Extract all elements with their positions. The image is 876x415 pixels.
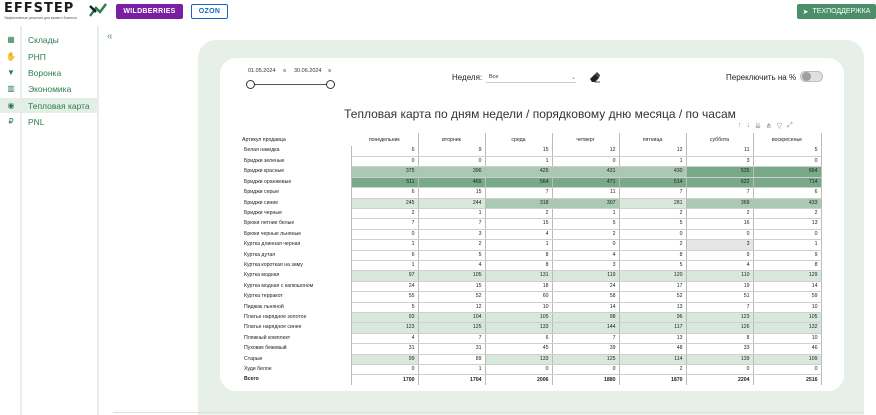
- total-row[interactable]: [242, 375, 821, 385]
- heat-cell[interactable]: 5: [418, 250, 485, 260]
- sidebar-item-label: Склады: [28, 34, 59, 45]
- heat-cell[interactable]: 664: [753, 167, 821, 177]
- heat-cell[interactable]: 7: [686, 302, 753, 312]
- heat-cell[interactable]: 0: [753, 229, 821, 239]
- heat-cell[interactable]: 0: [552, 365, 619, 375]
- column-header[interactable]: суббота: [686, 133, 753, 146]
- heat-cell[interactable]: 144: [552, 323, 619, 333]
- heat-cell[interactable]: 535: [686, 167, 753, 177]
- week-select[interactable]: [486, 72, 576, 83]
- heat-cell[interactable]: 0: [485, 365, 552, 375]
- heat-cell[interactable]: 0: [686, 229, 753, 239]
- heat-cell[interactable]: 0: [418, 156, 485, 166]
- heat-cell[interactable]: 1: [351, 260, 418, 270]
- logo-mark-icon: [88, 2, 108, 18]
- column-header[interactable]: четверг: [552, 133, 619, 146]
- heat-cell[interactable]: 114: [619, 354, 686, 364]
- heat-cell[interactable]: 7: [686, 188, 753, 198]
- heat-cell[interactable]: 96: [619, 312, 686, 322]
- heat-cell[interactable]: 2: [418, 240, 485, 250]
- row-label: Куртка длинная черная: [242, 240, 351, 250]
- sidebar-item-heatmap[interactable]: [0, 98, 97, 113]
- double-arrow-down-icon[interactable]: ⇊: [755, 123, 761, 130]
- heat-cell[interactable]: 105: [418, 271, 485, 281]
- percent-toggle-label: Переключить на %: [726, 73, 797, 82]
- heat-cell[interactable]: 1: [351, 240, 418, 250]
- expand-hierarchy-icon[interactable]: ⋔: [765, 123, 772, 130]
- table-row[interactable]: [242, 167, 821, 177]
- heat-cell[interactable]: 13: [619, 302, 686, 312]
- heat-cell[interactable]: 1880: [552, 375, 619, 385]
- row-label: Бриджи оранжевые: [242, 177, 351, 187]
- heat-cell[interactable]: 5: [619, 260, 686, 270]
- heat-cell[interactable]: 4: [485, 229, 552, 239]
- heat-cell[interactable]: 131: [485, 271, 552, 281]
- heat-cell[interactable]: 119: [552, 271, 619, 281]
- heat-cell[interactable]: 7: [418, 333, 485, 343]
- filter-icon[interactable]: ▽: [776, 123, 783, 130]
- heat-cell[interactable]: 6: [485, 333, 552, 343]
- heat-cell[interactable]: 16: [686, 219, 753, 229]
- heat-cell[interactable]: 125: [418, 323, 485, 333]
- heat-cell[interactable]: 2: [753, 208, 821, 218]
- table-row[interactable]: [242, 312, 821, 322]
- heat-cell[interactable]: 5: [552, 219, 619, 229]
- heat-cell[interactable]: 46: [753, 344, 821, 354]
- heat-cell[interactable]: 1: [418, 208, 485, 218]
- heat-cell[interactable]: 98: [552, 312, 619, 322]
- sidebar-item-rnp[interactable]: [0, 49, 97, 64]
- row-label: Бриджи серые: [242, 188, 351, 198]
- heat-cell[interactable]: 33: [686, 344, 753, 354]
- arrow-down-icon[interactable]: ↓: [746, 122, 750, 129]
- heat-cell[interactable]: 396: [418, 167, 485, 177]
- table-row[interactable]: [242, 292, 821, 302]
- heat-cell[interactable]: 1870: [619, 375, 686, 385]
- table-row[interactable]: [242, 271, 821, 281]
- table-row[interactable]: [242, 323, 821, 333]
- row-label: Брюки черные льняные: [242, 229, 351, 239]
- heat-cell[interactable]: 13: [619, 333, 686, 343]
- heat-cell[interactable]: 18: [485, 281, 552, 291]
- heat-cell[interactable]: 2204: [686, 375, 753, 385]
- heat-cell[interactable]: 0: [351, 229, 418, 239]
- sidebar-item-label: Экономика: [28, 83, 72, 94]
- heat-cell[interactable]: 1: [619, 156, 686, 166]
- heat-cell[interactable]: 24: [552, 281, 619, 291]
- warehouse-icon: ▦: [7, 35, 15, 44]
- heat-cell[interactable]: 318: [485, 198, 552, 208]
- table-row[interactable]: [242, 260, 821, 270]
- heat-cell[interactable]: 1: [485, 240, 552, 250]
- heat-cell[interactable]: 55: [351, 292, 418, 302]
- heat-cell[interactable]: 4: [418, 260, 485, 270]
- collapse-sidebar-button[interactable]: «: [107, 31, 113, 42]
- row-label: Бриджи зеленые: [242, 156, 351, 166]
- heat-cell[interactable]: 1: [418, 365, 485, 375]
- heat-cell[interactable]: 307: [552, 198, 619, 208]
- logo-tagline: Эффективные решения для вашего бизнеса: [4, 16, 77, 20]
- heat-cell[interactable]: 244: [418, 198, 485, 208]
- heat-cell[interactable]: 45: [485, 344, 552, 354]
- heat-cell[interactable]: 564: [485, 177, 552, 187]
- column-header[interactable]: среда: [485, 133, 552, 146]
- heat-cell[interactable]: 89: [418, 354, 485, 364]
- heat-cell[interactable]: 5: [753, 146, 821, 156]
- table-row[interactable]: [242, 333, 821, 343]
- heat-cell[interactable]: 9: [686, 250, 753, 260]
- ruble-icon: ₽: [8, 117, 14, 126]
- heat-cell[interactable]: 6: [351, 250, 418, 260]
- heat-cell[interactable]: 3: [686, 156, 753, 166]
- heat-cell[interactable]: 12: [619, 146, 686, 156]
- date-slider-start-handle[interactable]: [246, 80, 255, 89]
- heat-cell[interactable]: 129: [753, 271, 821, 281]
- heat-cell[interactable]: 9: [753, 250, 821, 260]
- heat-cell[interactable]: 281: [619, 198, 686, 208]
- table-row[interactable]: [242, 156, 821, 166]
- heat-cell[interactable]: 469: [418, 177, 485, 187]
- date-from-input[interactable]: 01.05.2024: [248, 68, 276, 74]
- row-label: Бриджи синие: [242, 198, 351, 208]
- heat-cell[interactable]: 104: [418, 312, 485, 322]
- table-row[interactable]: [242, 177, 821, 187]
- row-label: Пляжный комплект: [242, 333, 351, 343]
- heat-cell[interactable]: 12: [552, 146, 619, 156]
- heat-cell[interactable]: 8: [485, 260, 552, 270]
- heat-cell[interactable]: 7: [485, 188, 552, 198]
- column-header[interactable]: вторник: [418, 133, 485, 146]
- heat-cell[interactable]: 0: [351, 156, 418, 166]
- heat-cell[interactable]: 425: [485, 167, 552, 177]
- chevron-down-icon: ⌄: [570, 74, 576, 81]
- heat-cell[interactable]: 109: [753, 354, 821, 364]
- heat-cell[interactable]: 117: [619, 323, 686, 333]
- heat-cell[interactable]: 430: [619, 167, 686, 177]
- sidebar-item-label: РНП: [28, 51, 46, 62]
- heat-cell[interactable]: 245: [351, 198, 418, 208]
- hand-icon: ✋: [6, 52, 16, 61]
- heatmap-body: [242, 146, 821, 385]
- week-label: Неделя:: [452, 73, 483, 82]
- date-slider-end-handle[interactable]: [326, 80, 335, 89]
- heat-cell[interactable]: 3: [418, 229, 485, 239]
- heat-cell[interactable]: 31: [351, 344, 418, 354]
- heat-cell[interactable]: 0: [552, 240, 619, 250]
- row-label: Куртка терракот: [242, 292, 351, 302]
- heat-cell[interactable]: 5: [619, 219, 686, 229]
- heat-cell[interactable]: 2006: [485, 375, 552, 385]
- heat-cell[interactable]: 14: [552, 302, 619, 312]
- heat-cell[interactable]: 714: [753, 177, 821, 187]
- heat-cell[interactable]: 2516: [753, 375, 821, 385]
- heatmap-table: [242, 133, 822, 385]
- row-label: Куртка короткая на зиму: [242, 260, 351, 270]
- heat-cell[interactable]: 24: [351, 281, 418, 291]
- table-toolbar: [738, 122, 793, 130]
- row-label: Куртка дутая: [242, 250, 351, 260]
- table-row[interactable]: [242, 240, 821, 250]
- heat-cell[interactable]: 99: [351, 354, 418, 364]
- heat-cell[interactable]: 3: [686, 240, 753, 250]
- heat-cell[interactable]: 4: [686, 260, 753, 270]
- heat-cell[interactable]: 52: [418, 292, 485, 302]
- table-row[interactable]: [242, 302, 821, 312]
- heat-cell[interactable]: 8: [485, 250, 552, 260]
- heat-cell[interactable]: 58: [552, 292, 619, 302]
- row-label: Платье нарядное золотое: [242, 312, 351, 322]
- heat-cell[interactable]: 7: [619, 188, 686, 198]
- date-to-input[interactable]: 30.06.2024: [294, 68, 322, 74]
- heat-cell[interactable]: 13: [753, 219, 821, 229]
- heat-cell[interactable]: 19: [686, 281, 753, 291]
- heat-cell[interactable]: 6: [351, 188, 418, 198]
- heat-cell[interactable]: 15: [485, 219, 552, 229]
- heat-cell[interactable]: 132: [753, 323, 821, 333]
- heat-cell[interactable]: 11: [552, 188, 619, 198]
- heat-cell[interactable]: 0: [753, 156, 821, 166]
- support-button[interactable]: [797, 4, 876, 19]
- wildberries-button[interactable]: WILDBERRIES: [116, 4, 183, 19]
- table-row[interactable]: [242, 229, 821, 239]
- heat-cell[interactable]: 97: [351, 271, 418, 281]
- heat-cell[interactable]: 7: [418, 219, 485, 229]
- column-header[interactable]: Артикул продавца: [242, 136, 286, 143]
- funnel-icon: ▼: [7, 68, 15, 77]
- heat-cell[interactable]: 433: [753, 198, 821, 208]
- map-pin-icon: ◉: [7, 101, 15, 110]
- heat-cell[interactable]: 0: [619, 229, 686, 239]
- heat-cell[interactable]: 1: [485, 156, 552, 166]
- heat-cell[interactable]: 123: [351, 323, 418, 333]
- heat-cell[interactable]: 6: [351, 146, 418, 156]
- column-header[interactable]: воскресенье: [753, 133, 821, 146]
- column-header[interactable]: понедельник: [351, 133, 418, 146]
- heat-cell[interactable]: 2: [351, 208, 418, 218]
- table-row[interactable]: [242, 250, 821, 260]
- table-row[interactable]: [242, 365, 821, 375]
- heat-cell[interactable]: 5: [351, 302, 418, 312]
- heat-cell[interactable]: 126: [686, 323, 753, 333]
- heat-cell[interactable]: 8: [753, 260, 821, 270]
- row-label: Старые: [242, 354, 351, 364]
- sidebar-item-warehouses[interactable]: [0, 32, 97, 47]
- heat-cell[interactable]: 2: [686, 208, 753, 218]
- row-label: Пуховик бежевый: [242, 344, 351, 354]
- row-label: Бриджи красные: [242, 167, 351, 177]
- heat-cell[interactable]: 93: [351, 312, 418, 322]
- heat-cell[interactable]: 59: [753, 292, 821, 302]
- heat-cell[interactable]: 133: [485, 323, 552, 333]
- logo[interactable]: [4, 2, 106, 22]
- support-label: ТЕХПОДДЕРЖКА: [812, 8, 871, 15]
- table-row[interactable]: [242, 281, 821, 291]
- heat-cell[interactable]: 1: [552, 208, 619, 218]
- heat-cell[interactable]: 6: [753, 188, 821, 198]
- row-label: Бриджи черные: [242, 208, 351, 218]
- heat-cell[interactable]: 10: [753, 333, 821, 343]
- arrow-up-icon[interactable]: ↑: [738, 122, 742, 129]
- date-slider-track[interactable]: [250, 84, 330, 85]
- bank-icon: ▥: [7, 84, 15, 93]
- sidebar-item-economics[interactable]: [0, 81, 97, 96]
- table-row[interactable]: [242, 146, 821, 156]
- heat-cell[interactable]: 511: [351, 177, 418, 187]
- sidebar-item-label: PNL: [28, 116, 45, 127]
- heat-cell[interactable]: 11: [686, 146, 753, 156]
- row-label: Платье нарядное синее: [242, 323, 351, 333]
- heat-cell[interactable]: 0: [351, 365, 418, 375]
- column-header[interactable]: пятница: [619, 133, 686, 146]
- ozon-button[interactable]: OZON: [191, 4, 228, 19]
- heat-cell[interactable]: 7: [552, 333, 619, 343]
- table-row[interactable]: [242, 344, 821, 354]
- heat-cell[interactable]: 1700: [351, 375, 418, 385]
- week-select-value: Все: [489, 74, 499, 80]
- heat-cell[interactable]: 0: [686, 365, 753, 375]
- heat-cell[interactable]: 2: [552, 229, 619, 239]
- heat-cell[interactable]: 4: [351, 333, 418, 343]
- heat-cell[interactable]: 375: [351, 167, 418, 177]
- heat-cell[interactable]: 3: [552, 260, 619, 270]
- heat-cell[interactable]: 4: [552, 250, 619, 260]
- heat-cell[interactable]: 7: [351, 219, 418, 229]
- date-range-separator: ≡: [328, 68, 332, 74]
- heat-cell[interactable]: 9: [418, 146, 485, 156]
- table-row[interactable]: [242, 188, 821, 198]
- table-header-row: [242, 133, 821, 146]
- sidebar-item-label: Тепловая карта: [28, 100, 90, 111]
- heat-cell[interactable]: 48: [619, 344, 686, 354]
- row-label: Белая накидка: [242, 146, 351, 156]
- heat-cell[interactable]: 105: [485, 312, 552, 322]
- sidebar-item-funnel[interactable]: [0, 65, 97, 80]
- heat-cell[interactable]: 2: [619, 365, 686, 375]
- heat-cell[interactable]: 12: [418, 302, 485, 312]
- percent-toggle[interactable]: [800, 71, 823, 82]
- heat-cell[interactable]: 123: [686, 312, 753, 322]
- heat-cell[interactable]: 14: [753, 281, 821, 291]
- heat-cell[interactable]: 52: [619, 292, 686, 302]
- heat-cell[interactable]: 2: [485, 208, 552, 218]
- heat-cell[interactable]: 15: [418, 188, 485, 198]
- heat-cell[interactable]: 431: [552, 167, 619, 177]
- heatmap-title: Тепловая карта по дням недели / порядковому дню месяца / по часам: [344, 107, 736, 121]
- heat-cell[interactable]: 8: [686, 333, 753, 343]
- heat-cell[interactable]: 2: [619, 208, 686, 218]
- heat-cell[interactable]: 139: [686, 354, 753, 364]
- heat-cell[interactable]: 17: [619, 281, 686, 291]
- row-label: Пиджак льняной: [242, 302, 351, 312]
- heat-cell[interactable]: 105: [753, 312, 821, 322]
- heat-cell[interactable]: 8: [619, 250, 686, 260]
- heat-cell[interactable]: 39: [552, 344, 619, 354]
- heat-cell[interactable]: 514: [619, 177, 686, 187]
- heat-cell[interactable]: 51: [686, 292, 753, 302]
- eraser-icon[interactable]: [589, 71, 601, 83]
- heat-cell[interactable]: 2: [619, 240, 686, 250]
- row-label: Брюки летние белые: [242, 219, 351, 229]
- row-label: Куртка модная: [242, 271, 351, 281]
- heat-cell[interactable]: 60: [485, 292, 552, 302]
- table-row[interactable]: [242, 198, 821, 208]
- heat-cell[interactable]: 622: [686, 177, 753, 187]
- row-label: Худи белое: [242, 365, 351, 375]
- table-row[interactable]: [242, 208, 821, 218]
- heat-cell[interactable]: 471: [552, 177, 619, 187]
- heat-cell[interactable]: 133: [485, 354, 552, 364]
- table-row[interactable]: [242, 219, 821, 229]
- sidebar-item-label: Воронка: [28, 67, 62, 78]
- heat-cell[interactable]: 120: [619, 271, 686, 281]
- heat-cell[interactable]: 10: [753, 302, 821, 312]
- heat-cell[interactable]: 31: [418, 344, 485, 354]
- heat-cell[interactable]: 369: [686, 198, 753, 208]
- heat-cell[interactable]: 15: [485, 146, 552, 156]
- heat-cell[interactable]: 15: [418, 281, 485, 291]
- heat-cell[interactable]: 1704: [418, 375, 485, 385]
- send-icon: ➤: [802, 8, 809, 16]
- table-row[interactable]: [242, 354, 821, 364]
- date-range-separator: ≡: [283, 68, 287, 74]
- page-divider: [113, 412, 864, 413]
- heat-cell[interactable]: 0: [753, 365, 821, 375]
- sidebar: [0, 26, 100, 415]
- row-label: Всего: [242, 375, 351, 385]
- heat-cell[interactable]: 110: [686, 271, 753, 281]
- heat-cell[interactable]: 10: [485, 302, 552, 312]
- sidebar-item-pnl[interactable]: [0, 114, 97, 129]
- row-label: Куртка модная с капюшоном: [242, 281, 351, 291]
- top-bar: [0, 0, 876, 24]
- focus-mode-icon[interactable]: ⤢: [787, 122, 793, 129]
- heat-cell[interactable]: 1: [753, 240, 821, 250]
- heat-cell[interactable]: 125: [552, 354, 619, 364]
- heat-cell[interactable]: 0: [552, 156, 619, 166]
- logo-text: EFFSTEP: [4, 1, 75, 16]
